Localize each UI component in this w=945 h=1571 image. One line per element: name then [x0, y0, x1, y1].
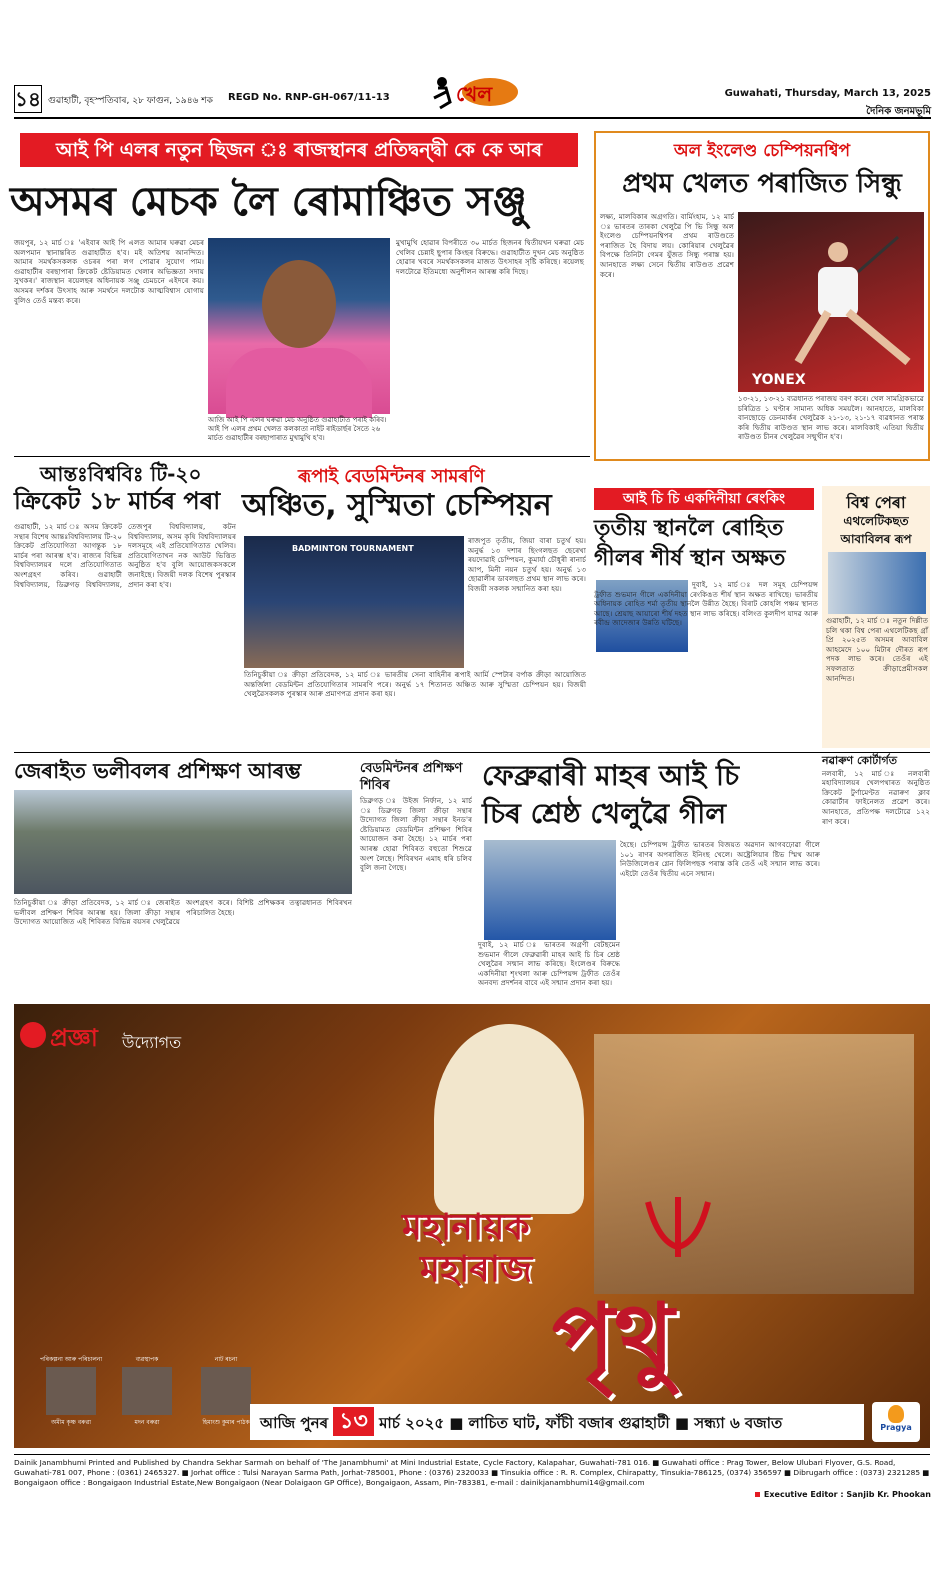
volleyball-photo [14, 790, 352, 894]
credit-1 [36, 1354, 106, 1428]
t20-kicker: আন্তঃবিশ্ববিঃ টি-২০ [40, 462, 202, 486]
icc-headline-1: তৃতীয় স্থানলৈ ৰোহিত [594, 516, 784, 541]
camp-headline: বেডমিন্টনৰ প্ৰশিক্ষণ শিবিৰ [360, 761, 463, 793]
ad-date-bar [250, 1404, 864, 1440]
all-england-body-2: ১৩-২১, ১৩-২১ ব্যৱধানত পৰাজয় বৰণ কৰে। খেল সামগ্ৰিকভাৱে চৰিত্ৰিত ১ ঘণ্টাৰ সামান্য অধিক সময়লৈ। আনহাতে, মালবিকা বানছোড়ে ডেনমাৰ্কৰ খেলুৱৈক ২১-১৩, ২১-১৭ ব্যৱধানত পৰাস্ত কৰি দ্বিতীয় ৰাউণ্ডত স্থান লাভ কৰে। মালবিকাই এতিয়া দ্বিতীয় ৰাউণ্ডত চীনৰ খেলুৱৈৰ সন্মুখীন হ'ব। [738, 394, 924, 442]
world-para-body: গুৱাহাটী, ১২ মাৰ্চ ঃ নতুন দিল্লীত চলি থকা বিশ্ব পেৰা এথলেটিকছ গ্ৰাঁ প্ৰি ২০২৫ত অসমৰ আবাবিল আহমেদে ১০০ মিটাৰ দৌৰত ৰূপ পদক লাভ কৰে। তেওঁৰ এই সফলতাত ক্ৰীড়াপ্ৰেমীসকল আনন্দিত। [826, 616, 928, 683]
gill-body: দুবাই, ১২ মাৰ্চ ঃ ভাৰতৰ অগ্ৰণী বেটছমেন শুভমান গীলে ফেব্ৰুৱাৰী মাহৰ আই চি চিৰ শ্ৰেষ্ঠ খেলুৱৈৰ সন্মান লাভ কৰিছে। ইংলেণ্ডৰ বিৰুদ্ধে একদিনীয়া শৃংখলা আৰু চেম্পিয়ন্স ট্ৰফীত তেওঁৰ অনবদ্য প্ৰদৰ্শনৰ বাবে এই সন্মান প্ৰদান কৰা হয়। [478, 940, 620, 988]
tournament-banner: BADMINTON TOURNAMENT [292, 544, 414, 553]
registration-number: REGD No. RNP-GH-067/11-13 [228, 92, 390, 103]
icc-kicker: আই চি চি একদিনীয়া ৰেংকিং [594, 488, 814, 510]
ad-logo-flame-icon [888, 1405, 904, 1423]
credit-name: হিমাংশু কুমাৰ পাঠক [202, 1419, 250, 1426]
header-rule [14, 117, 931, 119]
t20-headline: ক্ৰিকেট ১৮ মাৰ্চৰ পৰা [14, 487, 221, 515]
credit-2 [112, 1354, 182, 1428]
credit-role: ব্যৱস্থাপক [135, 1356, 159, 1363]
credit-role: নাট ৰচনা [214, 1356, 238, 1363]
footer-rule [14, 1454, 930, 1455]
gill-headline-2: চিৰ শ্ৰেষ্ঠ খেলুৱৈ গীল [482, 797, 727, 830]
date-right: Guwahati, Thursday, March 13, 2025 [724, 88, 931, 99]
ipl-kicker: আই পি এলৰ নতুন ছিজন ঃ ৰাজস্থানৰ প্ৰতিদ্বন্দ্বী কে কে আৰ [20, 133, 578, 167]
ad-sponsor-suffix: উদ্যোগত [122, 1033, 182, 1052]
divider-2 [14, 752, 930, 753]
editor-text: Executive Editor : Sanjib Kr. Phookan [763, 1490, 931, 1499]
world-para-kicker: বিশ্ব পেৰা [846, 493, 906, 512]
t20-body: গুৱাহাটী, ১২ মাৰ্চ ঃ অসম ক্ৰিকেট সন্থাৰ বিশেষ আন্তঃবিশ্ববিদ্যালয় টি-২০ ক্ৰিকেট প্ৰতিযোগিতা আগন্তুক ১৮ মাৰ্চৰ পৰা আৰম্ভ হ'ব। ৰাজ্যৰ বিভিন্ন বিশ্ববিদ্যালয়ৰ দলে প্ৰতিযোগিতাত অংশগ্ৰহণ কৰিব। গুৱাহাটী বিশ্ববিদ্যালয়, ডিব্ৰুগড় বিশ্ববিদ্যালয়, তেজপুৰ বিশ্ববিদ্যালয়, কটন বিশ্ববিদ্যালয়, অসম কৃষি বিশ্ববিদ্যালয়ৰ দলসমূহে এই প্ৰতিযোগিতাত খেলিব। প্ৰতিযোগিতাখন নক আউট ভিত্তিত অনুষ্ঠিত হ'ব বুলি আয়োজকসকলে জনাইছে। বিজয়ী দলক বিশেষ পুৰস্কাৰ প্ৰদান কৰা হ'ব। [14, 522, 236, 589]
player-silhouette-icon [738, 212, 924, 392]
ipl-body-2: মুখামুখি হোৱাৰ বিপৰীতে ৩০ মাৰ্চত ছিজনৰ দ্বিতীয়খন ঘৰুৱা মেচ খেলিব চেন্নাই ছুপাৰ কিংছৰ বিৰুদ্ধে। গুৱাহাটীত দুখন মেচ অনুষ্ঠিত হোৱাৰ খবৰে সমৰ্থকসকলৰ মাজত উৎসাহৰ সৃষ্টি কৰিছে। ৰয়েলছ দলটোৱে ইতিমধ্যে অনুশীলন আৰম্ভ কৰি দিছে। [396, 238, 584, 276]
ad-logo-text: Pragya [880, 1423, 912, 1432]
all-england-kicker: অল ইংলেণ্ড চেম্পিয়নশ্বিপ [673, 141, 851, 161]
ad-logo [872, 1402, 920, 1442]
ipl-photo-caption: আজি আই পি এলৰ ঘৰুৱা মেচ অনুষ্ঠিত গুৱাহাটীত পৰাই কৰিব। আই পি এলৰ প্ৰথম খেলত কলকাতা নাইট ৰাইডাৰ্ছৰ সৈতে ২৬ মাৰ্চত গুৱাহাটীৰ বৰছাপাৰাত মুখামুখি হ'ব। [208, 416, 387, 442]
ad-date-rest: মাৰ্চ ২০২৫ ■ লাচিত ঘাট, ফাঁচী বজাৰ গুৱাহাটী ■ সন্ধ্যা ৬ বজাত [379, 1414, 783, 1432]
credit-name: অমীম কৃষ্ণ বৰুৱা [51, 1419, 91, 1426]
editor-bullet-icon [755, 1492, 760, 1497]
credit-photo [46, 1367, 96, 1415]
sanju-photo [208, 238, 390, 414]
trishul-icon [638, 1192, 718, 1262]
gill-photo [484, 840, 616, 940]
credit-photo [201, 1367, 251, 1415]
gill-headline-1: ফেব্ৰুৱাৰী মাহৰ আই চি [482, 759, 740, 792]
nawarun-body: নলবাৰী, ১২ মাৰ্চ ঃ নলবাৰী মহাবিদ্যালয়ৰ খেলপথাৰত অনুষ্ঠিত ক্ৰিকেট টুৰ্ণামেণ্টত নৱাৰুণ ক্লাব কোৱাৰ্টাৰ ফাইনেলত প্ৰৱেশ কৰে। আনহাতে, প্ৰতিপক্ষ দলটোৱে ১২২ ৰাণ কৰে। [822, 768, 930, 826]
ababil-photo [828, 552, 926, 614]
rupai-body: তিনিচুকীয়া ঃ ক্ৰীড়া প্ৰতিবেদক, ১২ মাৰ্চ ঃ ভাৰতীয় সেনা বাহিনীৰ ৰূপাই আৰ্মি স্পেটাৰ বৰ্পাক ক্ৰীড়া আয়োজিত অন্তৰ্জিলা বেডমিন্টন প্ৰতিযোগিতাৰ সামৰণি পৰে। অনুৰ্দ্ধ ১৭ শিতানত অঞ্চিত আৰু সুস্মিতা চেম্পিয়ন হয়। বিজয়ী খেলুৱৈসকলক পুৰস্কাৰ আৰু প্ৰমাণপত্ৰ প্ৰদান কৰা হয়। [244, 670, 586, 699]
ipl-headline: অসমৰ মেচক লৈ ৰোমাঞ্চিত সঞ্জু [10, 179, 527, 225]
flame-icon [20, 1022, 46, 1048]
sindhu-photo [738, 212, 924, 392]
ad-date-num: ১৩ [333, 1407, 374, 1436]
ipl-body: জয়পুৰ, ১২ মাৰ্চ ঃ 'এইবাৰ আই পি এলত আমাৰ ঘৰুৱা মেচৰ অলপমান স্থানান্তৰিত গুৱাহাটীত হ'ব। মই অতিশয় আনন্দিত। আমাৰ সমৰ্থকসকলক ওচৰৰ পৰা লগ পোৱাৰ সুযোগ পাম। গুৱাহাটীৰ বৰছাপাৰা ক্ৰিকেট ষ্টেডিয়ামত খেলাৰ অভিজ্ঞতা সদায় সুখকৰ।' ৰাজস্থান ৰয়েলছৰ অধিনায়ক সঞ্জু চেমচনে এইদৰে কয়। অসমৰ দৰ্শকৰ উৎসাহ আৰু সমৰ্থনে দলটোক আত্মবিশ্বাস যোগায় বুলিও তেওঁ মন্তব্য কৰে। [14, 238, 204, 305]
ad-title-1: মহানায়ক [402, 1207, 530, 1248]
section-logo [430, 74, 520, 110]
volleyball-body: তিনিচুকীয়া ঃ ক্ৰীড়া প্ৰতিবেদক, ১২ মাৰ্চ ঃ জেৰাইত ভলীবল প্ৰশিক্ষণ শিবিৰ আৰম্ভ হয়। জিলা ক্ৰীড়া সন্থাৰ উদ্যোগত আয়োজিত এই শিবিৰত বিভিন্ন বয়সৰ খেলুৱৈয়ে অংশগ্ৰহণ কৰে। বিশিষ্ট প্ৰশিক্ষকৰ তত্বাৱধানত শিবিৰখন পৰিচালিত হৈছে। [14, 898, 352, 927]
paper-name: দৈনিক জনমভূমি [866, 106, 931, 117]
nawarun-headline: নৱাৰুণ কোৰ্টাৰ্গত [822, 754, 897, 767]
rupai-photo [244, 536, 464, 668]
icc-body: দুবাই, ১২ মাৰ্চ ঃ দল সমূহ চেম্পিয়ন্স ট্ৰফীত শুভমান গীলে একদিনীয়া ৰেংকিঙত শীৰ্ষ স্থান অক্ষত ৰাখিছে। ভাৰতীয় অধিনায়ক ৰোহিত শৰ্মা তৃতীয় স্থানলৈ উন্নীত হৈছে। বিৰাট কোহলি পঞ্চম স্থানত আছে। শ্ৰেয়াছ আয়াৰো শীৰ্ষ দহত স্থান লাভ কৰিছে। বলিংত কুলদীপ যাদৱ আৰু ৰবীন্দ্ৰ জাদেজাৰ উন্নতি ঘটিছে। [594, 580, 818, 628]
credit-name: মদন বৰুৱা [134, 1419, 160, 1426]
svg-text:YONEX: YONEX [752, 372, 806, 388]
world-para-headline: এথলেটিকছত আবাবিলৰ ৰূপ [840, 514, 912, 546]
executive-editor [755, 1490, 931, 1499]
credit-role: পৰিকল্পনা আৰু পৰিচালনা [39, 1356, 103, 1363]
lead-actor-figure [434, 1024, 584, 1214]
all-england-body: লক্ষ্য, মালবিকাৰ অগ্ৰগতি। বাৰ্মিংহাম, ১২ মাৰ্চ ঃ ভাৰতৰ তাৰকা খেলুৱৈ পি ভি সিন্ধু অল ইংলেণ্ড চেম্পিয়নশ্বিপৰ প্ৰথম ৰাউণ্ডতে পৰাজিত হৈ বিদায় লয়। কোৰিয়াৰ খেলুৱৈৰ বিপক্ষে তিনিটা গেমৰ যুঁজত সিন্ধু পৰাস্ত হয়। আনহাতে লক্ষ্য সেনে দ্বিতীয় ৰাউণ্ডত প্ৰৱেশ কৰে। [600, 212, 734, 279]
all-england-headline: প্ৰথম খেলত পৰাজিত সিন্ধু [622, 169, 902, 199]
gill-body-2: হৈছে। চেম্পিয়ন্স ট্ৰফীত ভাৰতৰ বিজয়ত অৱদান আগবঢ়োৱা গীলে ১০১ ৰাণৰ অপৰাজিত ইনিংছ খেলে। অষ্ট্ৰেলিয়াৰ ষ্টিভ স্মিথ আৰু নিউজিলেণ্ডৰ গ্লেন ফিলিপছক পৰাস্ত কৰি তেওঁ এই সন্মান লাভ কৰে। এইটো তেওঁৰ দ্বিতীয় এনে সন্মান। [620, 840, 820, 878]
volleyball-headline: জেৰাইত ভলীবলৰ প্ৰশিক্ষণ আৰম্ভ [14, 759, 302, 783]
ad-title-2: মহাৰাজ [420, 1249, 533, 1290]
ad-sponsor: প্ৰজ্ঞা [50, 1024, 98, 1052]
divider-1 [14, 456, 590, 457]
ad-title-3: পৃথু [552, 1284, 675, 1391]
date-left: গুৱাহাটী, বৃহস্পতিবাৰ, ২৮ ফাগুন, ১৯৪৬ শক [48, 96, 213, 106]
rupai-headline: অঞ্চিত, সুস্মিতা চেম্পিয়ন [242, 488, 552, 523]
credits-row [36, 1354, 266, 1434]
rupai-kicker: ৰূপাই বেডমিন্টনৰ সামৰণি [298, 466, 485, 487]
footer-imprint: Dainik Janambhumi Printed and Published by Chandra Sekhar Sarmah on behalf of 'The Janambhumi' at Mini Industrial Estate, Cycle Factory, Kalapahar, Guwahati-781 016. ■ Guwahati office : Prag Tower, Below Ulubari Flyover, G.S. Road, Guwahati-781 007, Phone : (0361) 2465327. ■ Jorhat office : Tulsi Narayan Sarma Path, Jorhat-785001, Phone : (0376) 2320033 ■ Tinsukia office : R. R. Complex, Chirapatty, Tinsukia-786125, (0374) 356597 ■ Dibrugarh office : (0373) 2321285 ■ Bongaigaon office : Bongaigaon Industrial Estate,New Bongaigaon (Near Dolaigaon GP Office), Bongaigaon, Assam, Pin-783381, e-mail : dainikjanambhumi14@gmail.com [14, 1458, 930, 1487]
credit-photo [122, 1367, 172, 1415]
page-number: ১৪ [15, 87, 41, 111]
section-logo-text: খেল [456, 82, 493, 106]
world-para-body-2-wrap [822, 756, 930, 972]
camp-body: ডিব্ৰুগড় ঃ উইজ নিৰ্ফান, ১২ মাৰ্চ ঃ ডিব্ৰুগড় জিলা ক্ৰীড়া সন্থাৰ উদ্যোগত জিলা ক্ৰীড়া সন্থাৰ ইনড'ৰ ষ্টেডিয়ামত বেডমিন্টন প্ৰশিক্ষণ শিবিৰ আয়োজন কৰা হৈছে। ১২ মাৰ্চৰ পৰা আৰম্ভ হোৱা শিবিৰত বহুতো শিশুৱে অংশ লৈছে। শিবিৰখন এমাহ ধৰি চলিব বুলি জনা গৈছে। [360, 796, 472, 873]
icc-headline-2: গীলৰ শীৰ্ষ স্থান অক্ষত [594, 546, 786, 571]
play-advertisement [14, 1004, 930, 1448]
rupai-body-2: ৰাজপুত তৃতীয়, জিয়া বাৰা চতুৰ্থ হয়। অনুৰ্দ্ধ ১৩ দশাৰ ছিংগলছত ছেৰেখা ৰয়দোৱাই চেম্পিয়ন, কুমাৰ্যা চৌধুৰী ৰানাৰ্চ আপ, মিনী নয়ন চতুৰ্থ হয়। অনুৰ্দ্ধ ১৩ ছোৱালীৰ ডাবলছত প্ৰথম স্থান লাভ কৰে। বিজয়ী সকলক সন্মানিত কৰা হয়। [468, 536, 586, 593]
ad-date-prefix: আজি পুনৰ [260, 1414, 329, 1432]
